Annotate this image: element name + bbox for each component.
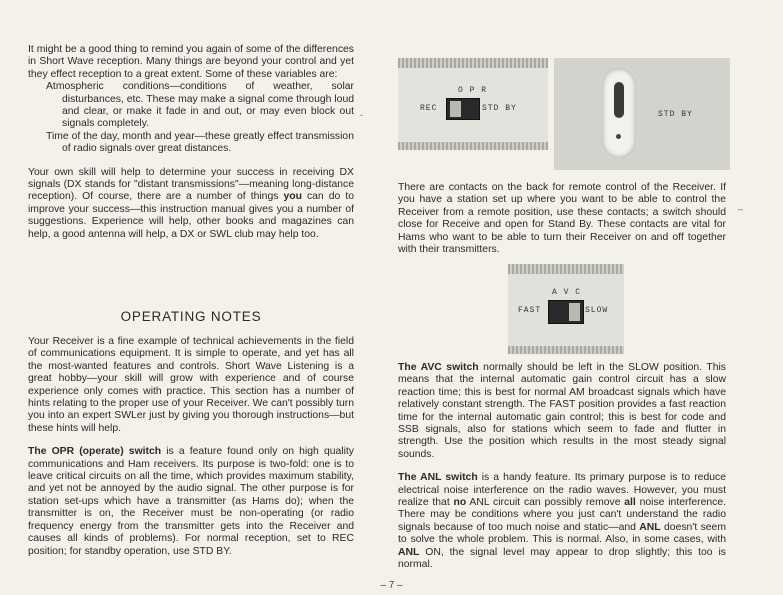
- opr-title: The OPR (operate) switch: [28, 446, 162, 458]
- anl-text-4: doesn't seem to solve the whole problem. This is normal. Also, in some cases, with: [398, 521, 726, 546]
- remote-switch-photo: [554, 58, 730, 170]
- intro-paragraph: It might be a good thing to remind you again of some of the differences in Short Wave reception. Many things are beyond your control and yet they effect reception to a great extent. Some of these variables are:: [28, 44, 354, 80]
- avc-lever: [569, 303, 580, 321]
- anl-paragraph: [398, 472, 726, 571]
- anl-text-3: noise interference. There may be conditions where you just can't understand the radio signals because of too much noise and static—and: [398, 497, 726, 533]
- skill-you: you: [283, 191, 302, 203]
- opr-toggle: [446, 98, 480, 120]
- right-column-top: [398, 182, 726, 256]
- opr-text: is a feature found only on high quality communications and Ham receivers. Its purpose is two-fold: one is to leave critical circuits on all the time, which provides maximum stability, and yet not be annoyed by the audio signal. The other purpose is for station set-ups which have a transmitter (as Hams do); when the transmitter is on, the Receiver must be non-operating (or radio frequency energy from the transmitter gets into the Receiver and causes all kinds of problems). For normal reception, set to REC position; for standby operation, use STD BY.: [28, 446, 354, 557]
- right-column-bottom: [398, 362, 726, 572]
- anl-text-2: ANL circuit can possibly remove: [466, 497, 625, 509]
- panel-strip-bottom: [398, 142, 548, 150]
- avc-switch-photo: [508, 264, 624, 354]
- anl-all: all: [624, 497, 636, 509]
- skill-text-b: can do to improve your success—this instruction manual gives you a number of suggestions. Experience will help, other books and magazines can help, a good antenna will help, a DX or SWL club may help too.: [28, 191, 354, 240]
- anl-text-1: is a handy feature. Its primary purpose is to reduce electrical noise interference on the radio waves. However, you must realize that: [398, 472, 726, 509]
- switch-screw: [616, 134, 621, 139]
- avc-title: The AVC switch: [398, 362, 479, 373]
- margin-mark-right: –: [738, 204, 744, 214]
- stdby-label: STD BY: [482, 104, 517, 113]
- avc-label: A V C: [552, 288, 582, 297]
- switch-plate: [602, 68, 636, 158]
- operating-notes-section: [28, 336, 354, 569]
- skill-text-a: Your own skill will help to determine your success in receiving DX signals (DX stands for "distant transmissions"—meaning long-distance reception). Of course, there are a number of things: [28, 166, 354, 203]
- rear-stdby-label: STD BY: [658, 110, 693, 119]
- anl-text-5: ON, the signal level may appear to drop slightly; this too is normal.: [398, 546, 726, 571]
- avc-strip-bottom: [508, 346, 624, 354]
- left-column: [28, 44, 354, 252]
- anl-anl-2: ANL: [398, 546, 420, 558]
- rec-label: REC: [420, 104, 438, 113]
- anl-anl: ANL: [639, 521, 661, 533]
- avc-paragraph: [398, 362, 726, 461]
- avc-strip-top: [508, 264, 624, 274]
- opr-label: O P R: [458, 86, 488, 95]
- fast-label: FAST: [518, 306, 542, 315]
- margin-mark: -: [360, 110, 363, 120]
- skill-paragraph: [28, 167, 354, 241]
- switch-slot: [614, 82, 624, 118]
- opr-lever: [450, 101, 461, 117]
- opr-switch-photo: [398, 58, 548, 150]
- section-heading: OPERATING NOTES: [120, 309, 262, 324]
- variable-atmospheric: Atmospheric conditions—conditions of weather, solar disturbances, etc. These may make a signal come through loud and clear, or make it fade in and out, or may even block out signals completely.: [46, 81, 354, 130]
- variable-time: Time of the day, month and year—these greatly effect transmission of radio signals over great distances.: [46, 130, 354, 155]
- anl-title: The ANL switch: [398, 472, 478, 484]
- avc-text: normally should be left in the SLOW position. This means that the internal automatic gain control circuit has a slow reaction time; this is best for normal AM broadcast signals which have relatively constant strength. The FAST position provides a fast reaction time for the internal automatic gain control; this is best for code and SSB signals, also for stations which seem to fade and flutter in strength. Use the position which results in the most steady signal sounds.: [398, 362, 726, 460]
- avc-toggle: [548, 300, 584, 324]
- remote-paragraph: There are contacts on the back for remote control of the Receiver. If you have a station set up where you want to be able to control the Receiver from a remote position, use these contacts; a switch should close for Receive and open for Stand By. These contacts are vital for Hams who want to be able to turn their Receiver on and off together with their transmitters.: [398, 182, 726, 256]
- panel-strip-top: [398, 58, 548, 68]
- page-number: – 7 –: [380, 580, 403, 591]
- opr-paragraph: [28, 446, 354, 558]
- slow-label: SLOW: [585, 306, 609, 315]
- receiver-paragraph: Your Receiver is a fine example of technical achievements in the field of communications equipment. It is simple to operate, and yet has all the most-wanted features and controls. Short Wave Listening is a great hobby—your skill will grow with experience and of course experience only comes with practice. This section has a number of hints relating to the proper use of your Receiver. We can't possibly turn you into an expert SWLer just by giving you thorough instructions—but these hints will help.: [28, 336, 354, 434]
- anl-no: no: [453, 497, 467, 509]
